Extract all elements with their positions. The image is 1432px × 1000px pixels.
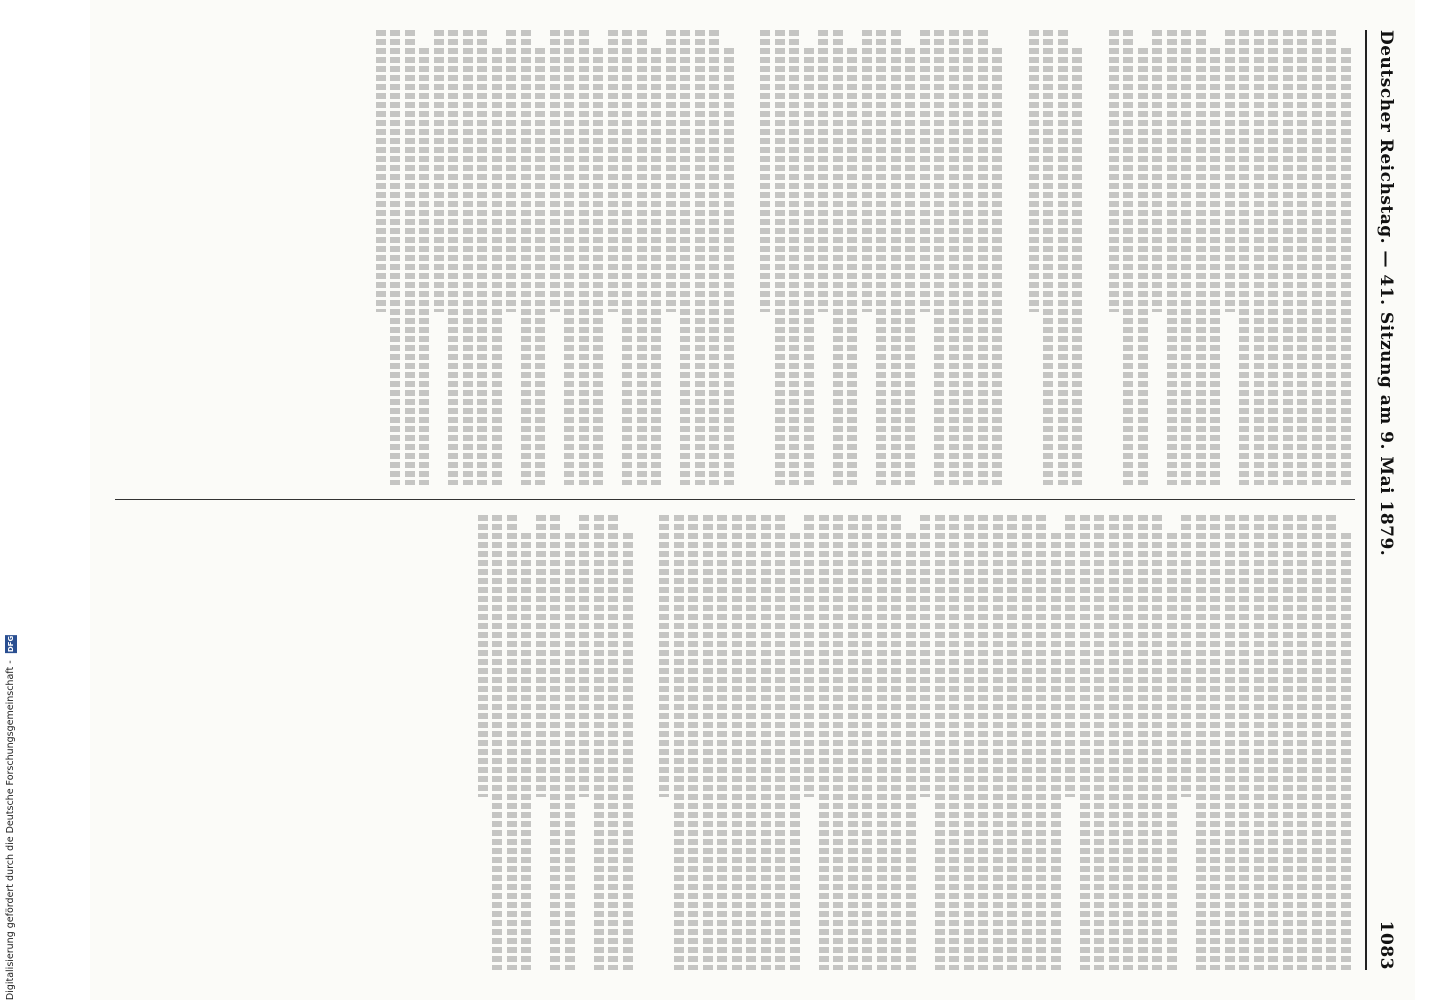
text-line-placeholder [405,30,415,485]
right-column [115,515,1355,970]
text-line-placeholder [420,48,430,485]
text-line-placeholder [935,30,945,485]
text-line-placeholder [1182,30,1192,485]
text-line-placeholder [1008,515,1018,970]
text-line-placeholder [1283,515,1293,970]
text-line-placeholder [434,30,444,312]
text-line-placeholder [819,30,829,312]
text-line-placeholder [1095,515,1105,970]
text-line-placeholder [521,30,531,485]
text-line-placeholder [1182,515,1192,797]
text-line-placeholder [579,30,589,485]
text-line-placeholder [724,48,734,485]
text-line-placeholder [819,515,829,970]
text-line-placeholder [892,515,902,970]
text-line-placeholder [376,30,386,312]
text-line-placeholder [507,30,517,312]
text-line-placeholder [1240,515,1250,970]
text-line-placeholder [1058,30,1068,485]
text-line-placeholder [478,515,488,797]
text-line-placeholder [536,515,546,797]
text-line-placeholder [949,30,959,485]
text-line-placeholder [623,533,633,970]
paragraph-gap [1087,30,1105,485]
text-line-placeholder [993,48,1003,485]
text-line-placeholder [964,30,974,485]
text-line-placeholder [594,48,604,485]
text-line-placeholder [1211,48,1221,485]
text-line-placeholder [565,533,575,970]
text-line-placeholder [921,515,931,797]
text-line-placeholder [1312,30,1322,485]
text-line-placeholder [790,533,800,970]
page-number: 1083 [1376,920,1396,970]
header-rule [1365,30,1367,970]
text-line-placeholder [1167,533,1177,970]
text-line-placeholder [1327,515,1337,970]
paragraph-gap [637,515,655,970]
text-line-placeholder [1138,515,1148,970]
text-line-placeholder [666,30,676,312]
text-line-placeholder [761,30,771,312]
text-line-placeholder [674,515,684,970]
text-line-placeholder [660,515,670,797]
text-line-placeholder [594,515,604,970]
rotated-page-content [90,0,1415,1000]
text-line-placeholder [1298,30,1308,485]
scanned-page [90,0,1415,1000]
text-line-placeholder [493,515,503,970]
text-line-placeholder [1153,30,1163,312]
text-line-placeholder [804,48,814,485]
text-line-placeholder [1283,30,1293,485]
text-line-placeholder [1109,30,1119,312]
text-line-placeholder [1225,30,1235,312]
running-head-title: Deutscher Reichstag. — 41. Sitzung am 9. Mai 1879. [1376,30,1396,557]
text-line-placeholder [463,30,473,485]
text-line-placeholder [848,48,858,485]
text-line-placeholder [979,515,989,970]
text-line-placeholder [906,533,916,970]
text-line-placeholder [776,515,786,970]
text-line-placeholder [775,30,785,485]
text-line-placeholder [732,515,742,970]
text-line-placeholder [1327,30,1337,485]
text-line-placeholder [623,30,633,485]
text-line-placeholder [536,48,546,485]
text-line-placeholder [608,30,618,312]
text-line-placeholder [695,30,705,485]
running-head [1371,30,1401,970]
text-line-placeholder [790,30,800,485]
text-line-placeholder [580,515,590,797]
text-line-placeholder [637,30,647,485]
text-line-placeholder [993,515,1003,970]
text-line-placeholder [478,30,488,485]
text-line-placeholder [1022,515,1032,970]
text-line-placeholder [906,48,916,485]
text-line-placeholder [492,48,502,485]
text-line-placeholder [862,30,872,312]
text-line-placeholder [833,30,843,485]
text-line-placeholder [1044,30,1054,485]
text-line-placeholder [449,30,459,485]
text-line-placeholder [1073,48,1083,485]
text-line-placeholder [935,515,945,970]
text-line-placeholder [1051,533,1061,970]
text-line-placeholder [1196,515,1206,970]
dfg-logo: DFG [7,635,15,653]
text-line-placeholder [1269,515,1279,970]
text-line-placeholder [681,30,691,485]
text-line-placeholder [1225,515,1235,970]
text-line-placeholder [718,515,728,970]
text-line-placeholder [747,515,757,970]
text-line-placeholder [848,515,858,970]
text-line-placeholder [1298,515,1308,970]
text-line-placeholder [1124,30,1134,485]
text-line-placeholder [1240,30,1250,485]
text-line-placeholder [805,515,815,797]
text-line-placeholder [1196,30,1206,485]
text-line-placeholder [1066,515,1076,797]
text-line-placeholder [1341,48,1351,485]
margin-credit [0,0,22,1000]
text-line-placeholder [891,30,901,485]
text-line-placeholder [703,515,713,970]
paragraph-gap [738,30,756,485]
text-line-placeholder [652,48,662,485]
text-line-placeholder [550,30,560,312]
text-line-placeholder [551,515,561,970]
text-line-placeholder [863,515,873,970]
text-line-placeholder [1138,48,1148,485]
text-line-placeholder [710,30,720,485]
text-line-placeholder [609,515,619,970]
text-line-placeholder [1153,515,1163,970]
text-line-placeholder [950,515,960,970]
text-line-placeholder [1312,515,1322,970]
text-line-placeholder [1037,515,1047,970]
text-line-placeholder [1254,515,1264,970]
text-line-placeholder [877,30,887,485]
text-line-placeholder [1269,30,1279,485]
text-line-placeholder [1254,30,1264,485]
text-line-placeholder [507,515,517,970]
text-line-placeholder [391,30,401,485]
text-line-placeholder [1080,515,1090,970]
credit-text: Digitalisierung gefördert durch die Deutsche Forschungsgemeinschaft - [5,660,16,1000]
column-rule [115,499,1355,500]
text-line-placeholder [1211,515,1221,970]
text-line-placeholder [689,515,699,970]
left-column [115,30,1355,485]
text-line-placeholder [522,533,532,970]
text-line-placeholder [1029,30,1039,312]
text-line-placeholder [1167,30,1177,485]
text-line-placeholder [834,515,844,970]
text-line-placeholder [565,30,575,485]
text-line-placeholder [978,30,988,485]
text-line-placeholder [964,515,974,970]
text-line-placeholder [920,30,930,312]
text-line-placeholder [1124,515,1134,970]
text-line-placeholder [877,515,887,970]
text-line-placeholder [1341,533,1351,970]
paragraph-gap [1007,30,1025,485]
text-line-placeholder [1109,515,1119,970]
text-line-placeholder [761,515,771,970]
